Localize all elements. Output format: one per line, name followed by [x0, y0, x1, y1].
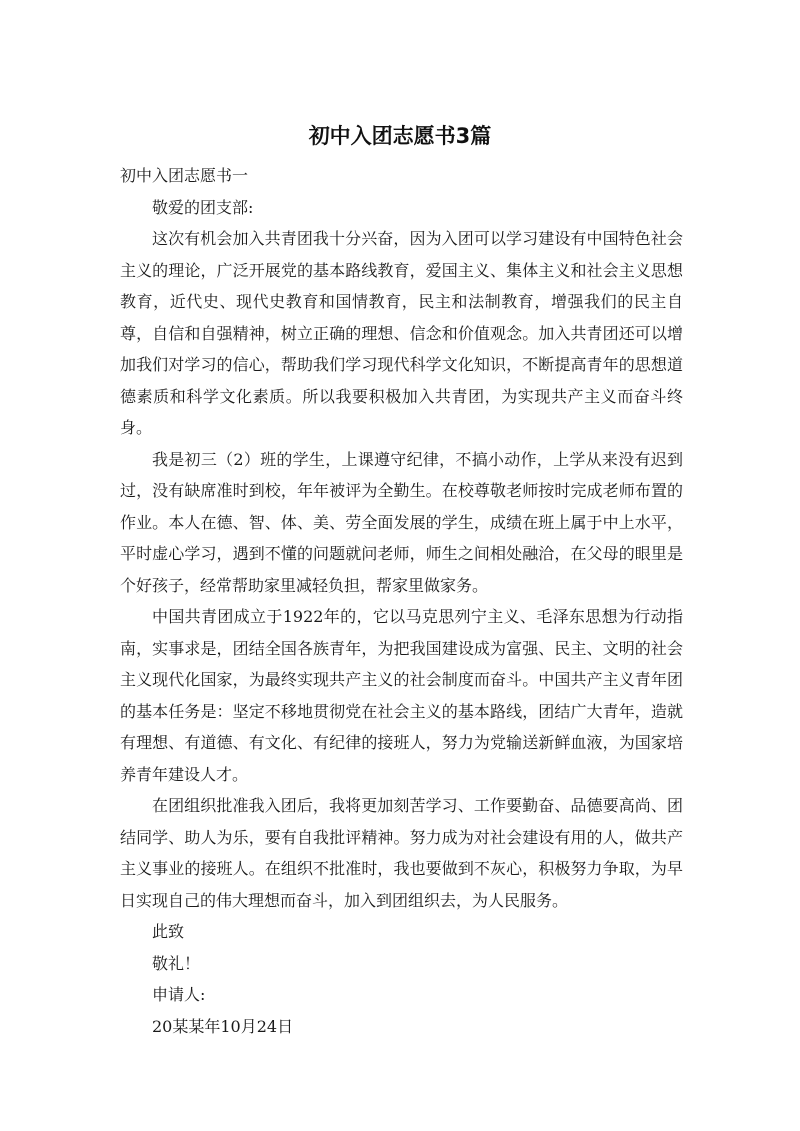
- salutation: 敬爱的团支部:: [152, 197, 254, 217]
- document-body: [120, 160, 683, 1042]
- regards-line: 敬礼！: [152, 953, 201, 973]
- paragraph-3: 中国共青团成立于1922年的，它以马克思列宁主义、毛泽东思想为行动指南，实事求是，团结全国各族青年，为把我国建设成为富强、民主、文明的社会主义现代化国家，为最终实现共产主义的社会制度而奋斗。中国共产主义青年团的基本任务是：坚定不移地贯彻党在社会主义的基本路线，团结广大青年，造就有理想、有道德、有文化、有纪律的接班人，努力为党输送新鲜血液，为国家培养青年建设人才。: [120, 607, 683, 784]
- paragraph-1: 这次有机会加入共青团我十分兴奋，因为入团可以学习建设有中国特色社会主义的理论，广泛开展党的基本路线教育，爱国主义、集体主义和社会主义思想教育，近代史、现代史教育和国情教育，民主和法制教育，增强我们的民主自尊，自信和自强精神，树立正确的理想、信念和价值观念。加入共青团还可以增加我们对学习的信心，帮助我们学习现代科学文化知识，不断提高青年的思想道德素质和科学文化素质。所以我要积极加入共青团，为实现共产主义而奋斗终身。: [120, 229, 683, 437]
- paragraph-2: 我是初三（2）班的学生，上课遵守纪律，不搞小动作，上学从来没有迟到过，没有缺席准时到校，年年被评为全勤生。在校尊敬老师按时完成老师布置的作业。本人在德、智、体、美、劳全面发展的学生，成绩在班上属于中上水平，平时虚心学习，遇到不懂的问题就问老师，师生之间相处融洽，在父母的眼里是个好孩子，经常帮助家里减轻负担，帮家里做家务。: [120, 449, 683, 595]
- closing-line: 此致: [152, 922, 185, 941]
- section-heading: 初中入团志愿书一: [120, 166, 249, 185]
- applicant-label: 申请人:: [152, 985, 206, 1004]
- date-line: 20某某年10月24日: [152, 1016, 294, 1036]
- document-title: 初中入团志愿书3篇: [308, 124, 492, 148]
- paragraph-4: 在团组织批准我入团后，我将更加刻苦学习、工作要勤奋、品德要高尚、团结同学、助人为乐，要有自我批评精神。努力成为对社会建设有用的人，做共产主义事业的接班人。在组织不批准时，我也要做到不灰心，积极努力争取，为早日实现自己的伟大理想而奋斗，加入到团组织去，为人民服务。: [120, 796, 683, 910]
